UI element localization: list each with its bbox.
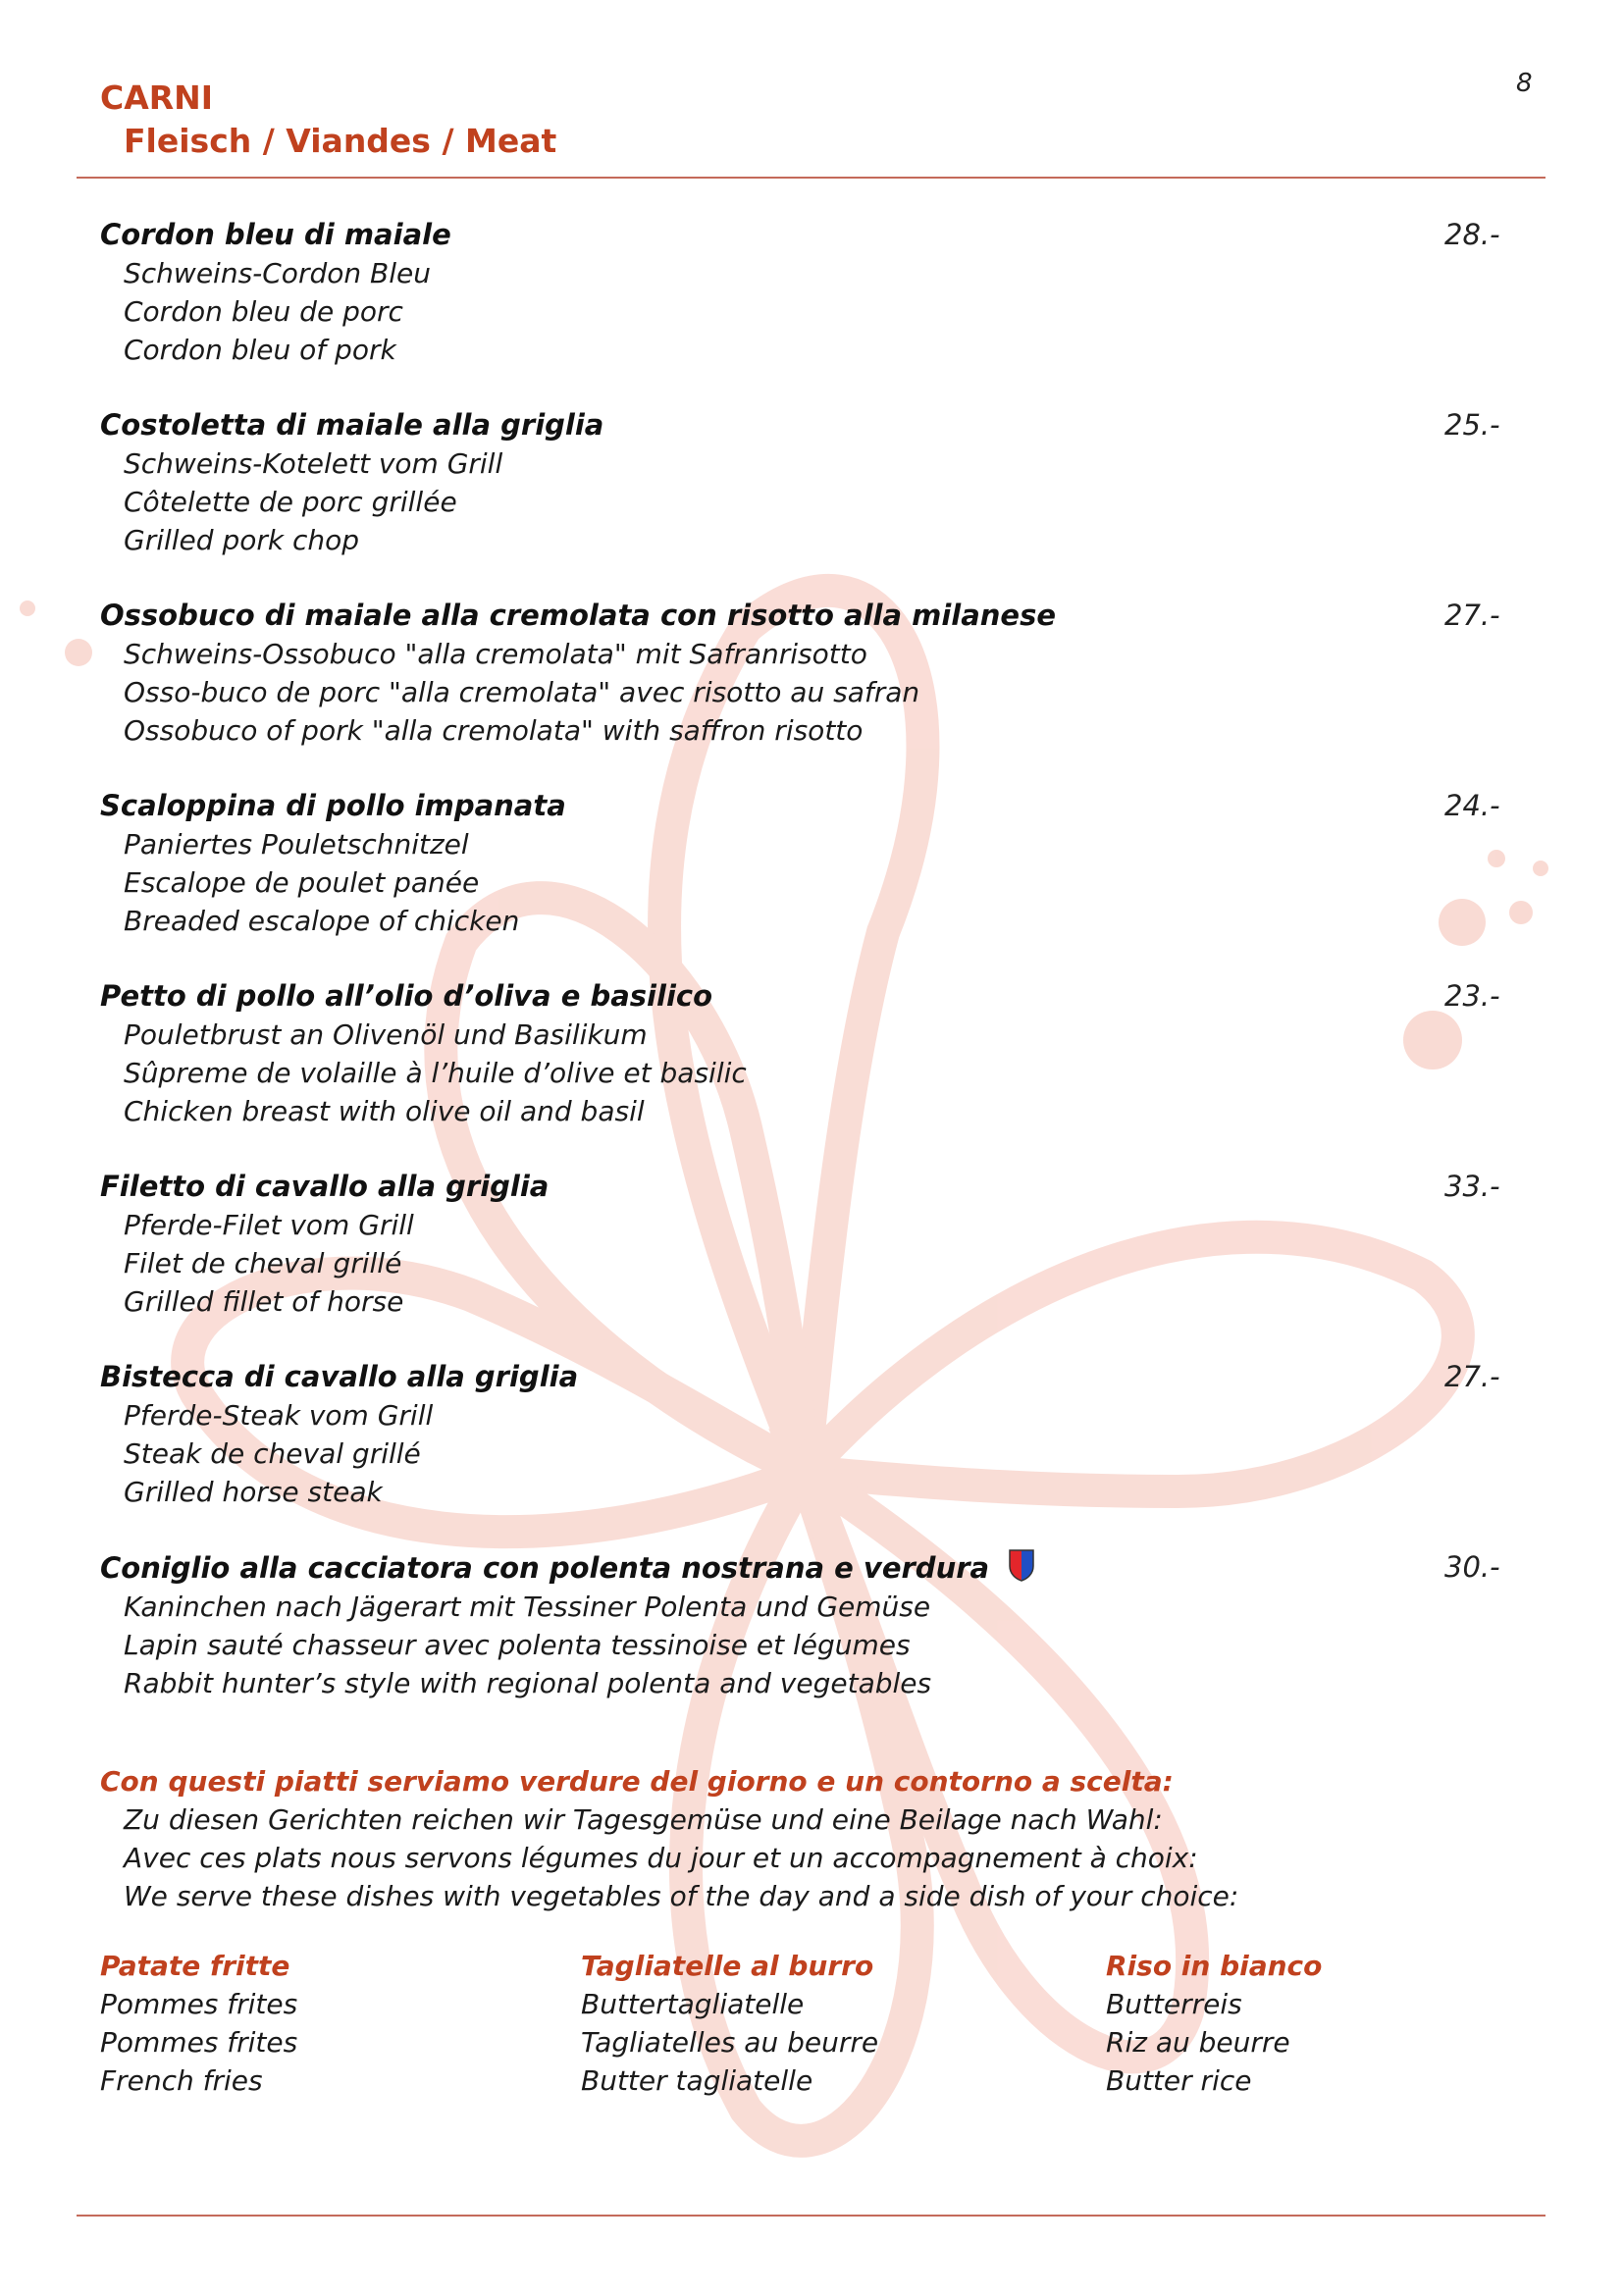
note-translation-de: Zu diesen Gerichten reichen wir Tagesgemüse und eine Beilage nach Wahl: bbox=[124, 1803, 1163, 1836]
side-dish-translation-en: Butter rice bbox=[1106, 2064, 1252, 2097]
dish-price: 28.- bbox=[1444, 218, 1500, 251]
menu-item bbox=[100, 977, 1503, 1130]
dish-translation-de: Kaninchen nach Jägerart mit Tessiner Polenta und Gemüse bbox=[124, 1591, 931, 1623]
dish-translation-fr: Steak de cheval grillé bbox=[124, 1437, 421, 1470]
section-header bbox=[100, 77, 556, 163]
side-dish-translation-en: French fries bbox=[100, 2064, 263, 2097]
side-dish bbox=[1106, 1947, 1322, 2100]
dish-name: Filetto di cavallo alla griglia bbox=[100, 1170, 550, 1203]
side-dish bbox=[581, 1947, 878, 2100]
dish-translation-de: Paniertes Pouletschnitzel bbox=[124, 828, 469, 861]
dish-name: Scaloppina di pollo impanata bbox=[100, 789, 566, 822]
side-dish-name: Tagliatelle al burro bbox=[581, 1950, 874, 1982]
side-dish-translation-en: Butter tagliatelle bbox=[581, 2064, 813, 2097]
dish-translation-fr: Filet de cheval grillé bbox=[124, 1247, 402, 1279]
dish-translation-de: Pferde-Steak vom Grill bbox=[124, 1399, 434, 1432]
dish-translation-de: Pouletbrust an Olivenöl und Basilikum bbox=[124, 1018, 648, 1051]
side-dish-name: Patate fritte bbox=[100, 1950, 290, 1982]
note-translation-fr: Avec ces plats nous servons légumes du jour et un accompagnement à choix: bbox=[124, 1842, 1198, 1874]
side-dish-name: Riso in bianco bbox=[1106, 1950, 1323, 1982]
dish-name: Cordon bleu di maiale bbox=[100, 218, 451, 251]
dish-translation-de: Pferde-Filet vom Grill bbox=[124, 1209, 414, 1241]
dish-name: Petto di pollo all’olio d’oliva e basilico bbox=[100, 979, 712, 1013]
side-dish-translation-de: Buttertagliatelle bbox=[581, 1988, 805, 2020]
dish-name: Bistecca di cavallo alla griglia bbox=[100, 1360, 579, 1393]
menu-item bbox=[100, 216, 1503, 369]
dish-name: Coniglio alla cacciatora con polenta nostrana e verdura bbox=[100, 1551, 990, 1585]
dish-translation-en: Ossobuco of pork "alla cremolata" with saffron risotto bbox=[124, 714, 864, 747]
note-italian: Con questi piatti serviamo verdure del giorno e un contorno a scelta: bbox=[100, 1765, 1174, 1798]
side-dish-translation-fr: Pommes frites bbox=[100, 2026, 298, 2059]
dish-translation-fr: Sûpreme de volaille à l’huile d’olive et basilic bbox=[124, 1057, 747, 1089]
dish-price: 33.- bbox=[1444, 1170, 1500, 1203]
dish-translation-de: Schweins-Cordon Bleu bbox=[124, 257, 431, 289]
dish-translation-en: Grilled horse steak bbox=[124, 1476, 383, 1508]
dish-translation-en: Breaded escalope of chicken bbox=[124, 905, 520, 937]
menu-item bbox=[100, 1358, 1503, 1511]
menu-item bbox=[100, 787, 1503, 940]
dish-translation-fr: Osso-buco de porc "alla cremolata" avec risotto au safran bbox=[124, 676, 920, 708]
side-dish-translation-de: Butterreis bbox=[1106, 1988, 1242, 2020]
dish-price: 27.- bbox=[1444, 1360, 1500, 1393]
dish-translation-fr: Côtelette de porc grillée bbox=[124, 486, 457, 518]
menu-item bbox=[100, 1548, 1503, 1702]
section-subtitle: Fleisch / Viandes / Meat bbox=[124, 122, 557, 160]
side-dish bbox=[100, 1947, 297, 2100]
dish-translation-en: Grilled fillet of horse bbox=[124, 1285, 404, 1318]
section-title: CARNI bbox=[100, 78, 214, 117]
dish-name: Ossobuco di maiale alla cremolata con risotto alla milanese bbox=[100, 599, 1057, 632]
side-dish-note bbox=[100, 1762, 1238, 1915]
side-dish-translation-fr: Riz au beurre bbox=[1106, 2026, 1290, 2059]
dish-translation-fr: Cordon bleu de porc bbox=[124, 295, 403, 328]
dish-name: Costoletta di maiale alla griglia bbox=[100, 408, 604, 442]
dish-price: 27.- bbox=[1444, 599, 1500, 632]
dish-translation-de: Schweins-Ossobuco "alla cremolata" mit Safranrisotto bbox=[124, 638, 867, 670]
side-dish-translation-fr: Tagliatelles au beurre bbox=[581, 2026, 879, 2059]
menu-item bbox=[100, 1168, 1503, 1321]
dish-price: 25.- bbox=[1444, 408, 1500, 442]
menu-item bbox=[100, 597, 1503, 750]
dish-translation-fr: Escalope de poulet panée bbox=[124, 866, 480, 899]
note-translation-en: We serve these dishes with vegetables of the day and a side dish of your choice: bbox=[124, 1880, 1239, 1912]
dish-translation-en: Cordon bleu of pork bbox=[124, 334, 396, 366]
dish-translation-en: Chicken breast with olive oil and basil bbox=[124, 1095, 645, 1127]
ticino-shield-icon bbox=[1008, 1548, 1035, 1582]
dish-translation-en: Grilled pork chop bbox=[124, 524, 360, 556]
footer-divider bbox=[77, 2215, 1545, 2217]
page-number: 8 bbox=[1516, 69, 1533, 98]
side-dish-translation-de: Pommes frites bbox=[100, 1988, 298, 2020]
dish-translation-de: Schweins-Kotelett vom Grill bbox=[124, 447, 503, 480]
dish-translation-en: Rabbit hunter’s style with regional polenta and vegetables bbox=[124, 1667, 932, 1699]
dish-price: 30.- bbox=[1444, 1550, 1500, 1584]
dish-price: 23.- bbox=[1444, 979, 1500, 1013]
header-divider bbox=[77, 177, 1545, 179]
dish-translation-fr: Lapin sauté chasseur avec polenta tessinoise et légumes bbox=[124, 1629, 911, 1661]
dish-price: 24.- bbox=[1444, 789, 1500, 822]
menu-item bbox=[100, 406, 1503, 559]
